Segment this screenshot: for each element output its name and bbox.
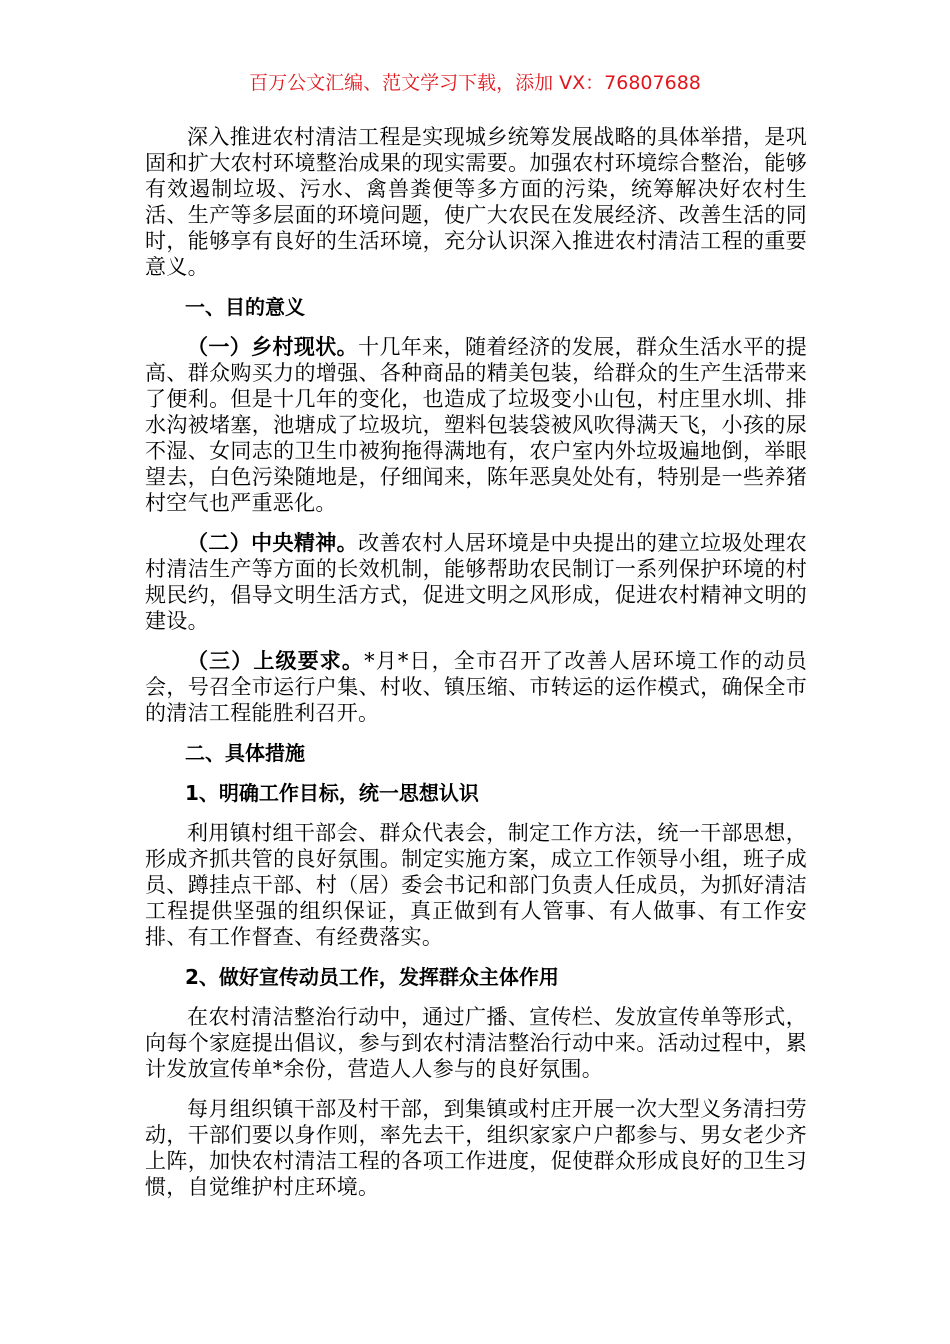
- paragraph-text: *月*日，全市召开了改善人居环境工作的动员会，号召全市运行户集、村收、镇压缩、市转运的运作模式，确保全市的清洁工程能胜利召开。: [145, 649, 807, 725]
- intro-paragraph: 深入推进农村清洁工程是实现城乡统筹发展战略的具体举措，是巩固和扩大农村环境整治成果的现实需要。加强农村环境综合整治，能够有效遏制垃圾、污水、禽兽粪便等多方面的污染，统筹解决好农村生活、生产等多层面的环境问题，使广大农民在发展经济、改善生活的同时，能够享有良好的生活环境，充分认识深入推进农村清洁工程的重要意义。: [145, 125, 807, 279]
- paragraph-lead: （二）中央精神。: [187, 531, 359, 555]
- subheading-publicity: 2、做好宣传动员工作，发挥群众主体作用: [185, 965, 559, 989]
- paragraph-lead: （三）上级要求。: [187, 649, 365, 673]
- paragraph-lead: （一）乡村现状。: [187, 335, 359, 359]
- paragraph-text: 改善农村人居环境是中央提出的建立垃圾处理农村清洁生产等方面的长效机制，能够帮助农民制订一系列保护环境的村规民约，倡导文明生活方式，促进文明之风形成，促进农村精神文明的建设。: [145, 531, 807, 633]
- watermark-header: 百万公文汇编、范文学习下载，添加 VX：76807688: [249, 72, 701, 94]
- paragraph-superior-requirements: [145, 648, 807, 726]
- paragraph-monthly-cleanup: 每月组织镇干部及村干部，到集镇或村庄开展一次大型义务清扫劳动，干部们要以身作则，率先去干，组织家家户户都参与、男女老少齐上阵，加快农村清洁工程的各项工作进度，促使群众形成良好的卫生习惯，自觉维护村庄环境。: [145, 1097, 807, 1199]
- document-body: [145, 124, 807, 1214]
- paragraph-work-goals: 利用镇村组干部会、群众代表会，制定工作方法，统一干部思想，形成齐抓共管的良好氛围。制定实施方案，成立工作领导小组，班子成员、蹲挂点干部、村（居）委会书记和部门负责人任成员，为抓好清洁工程提供坚强的组织保证，真正做到有人管事、有人做事、有工作安排、有工作督查、有经费落实。: [145, 821, 807, 949]
- section-heading-purpose: 一、目的意义: [185, 295, 305, 319]
- paragraph-text: 十几年来，随着经济的发展，群众生活水平的提高、群众购买力的增强、各种商品的精美包装，给群众的生产生活带来了便利。但是十几年的变化，也造成了垃圾变小山包，村庄里水圳、排水沟被堵塞，池塘成了垃圾坑，塑料包装袋被风吹得满天飞，小孩的尿不湿、女同志的卫生巾被狗拖得满地有，农户室内外垃圾遍地倒，举眼望去，白色污染随地是，仔细闻来，陈年恶臭处处有，特别是一些养猪村空气也严重恶化。: [145, 335, 807, 515]
- paragraph-publicity: 在农村清洁整治行动中，通过广播、宣传栏、发放宣传单等形式，向每个家庭提出倡议，参与到农村清洁整治行动中来。活动过程中，累计发放宣传单*余份，营造人人参与的良好氛围。: [145, 1005, 807, 1081]
- paragraph-village-status: [145, 334, 807, 516]
- section-heading-measures: 二、具体措施: [185, 741, 305, 765]
- subheading-work-goals: 1、明确工作目标，统一思想认识: [185, 781, 479, 805]
- paragraph-central-spirit: [145, 530, 807, 634]
